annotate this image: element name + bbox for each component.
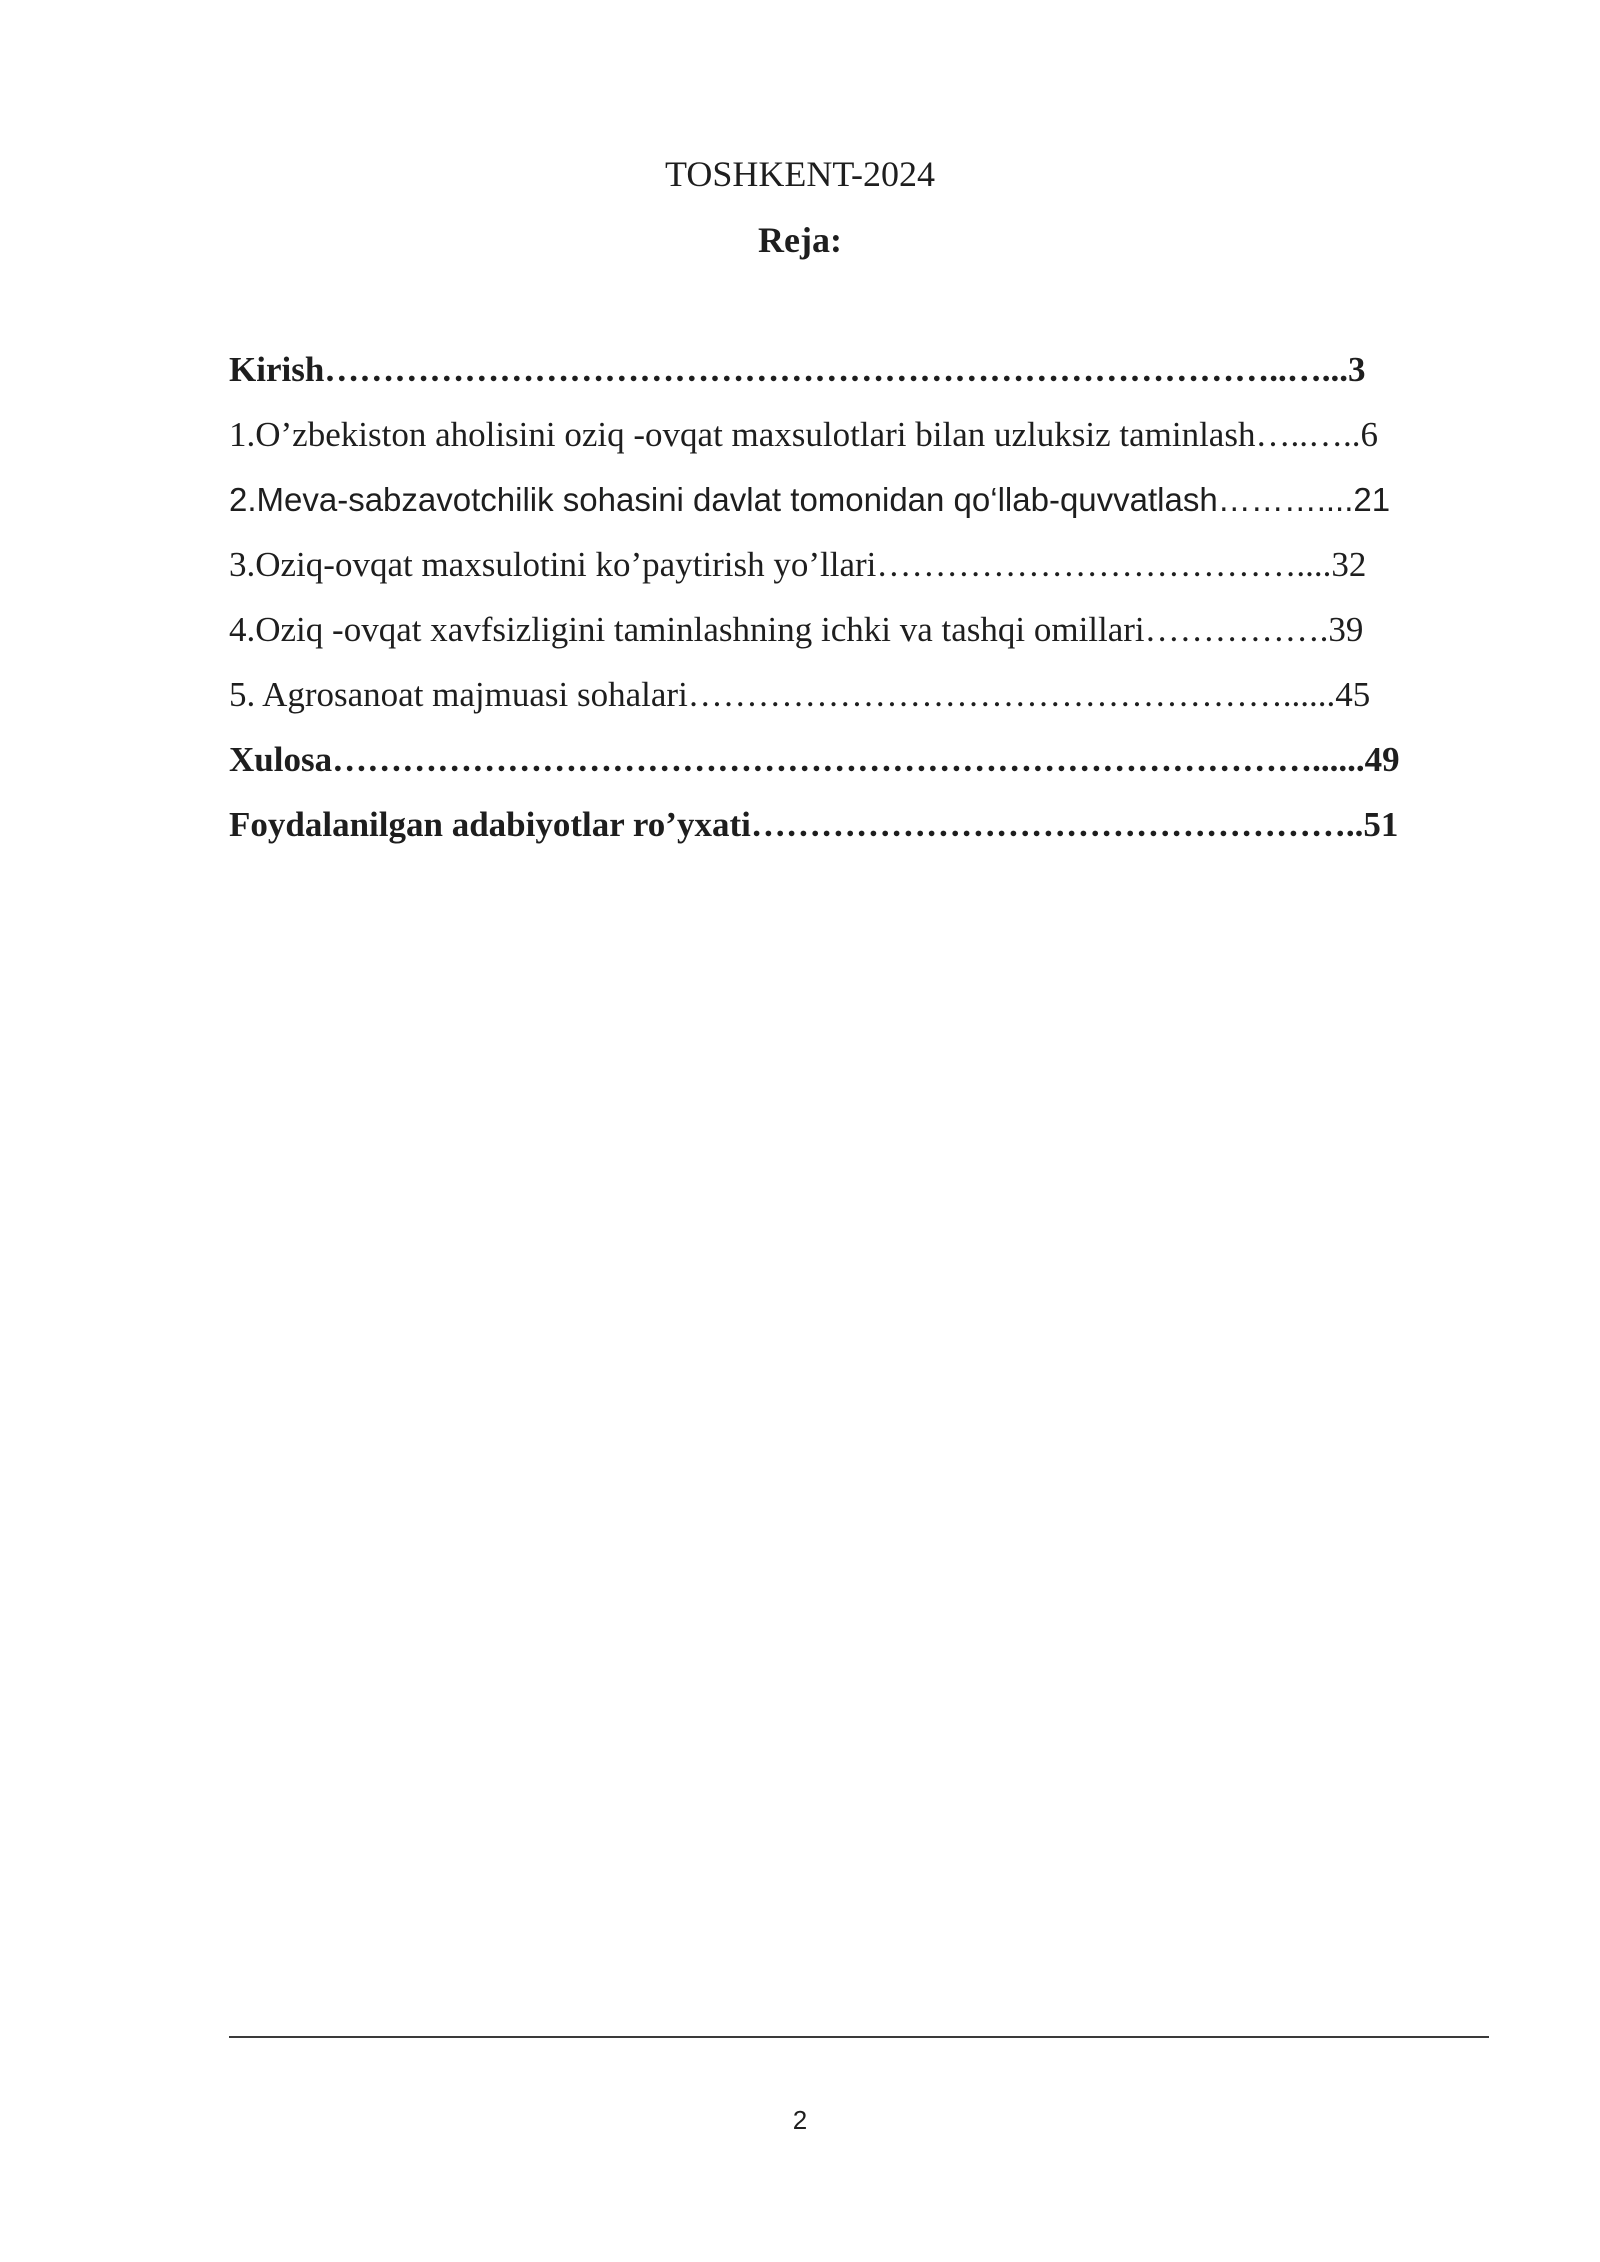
plan-title: Reja: [758, 220, 842, 260]
table-of-contents [229, 348, 1455, 868]
toc-entry-text: 3.Oziq-ovqat maxsulotini ko’paytirish yo’llari………………………………....32 [229, 545, 1367, 584]
toc-entry-references [229, 803, 1455, 868]
city-year-line: TOSHKENT-2024 [664, 154, 936, 194]
toc-entry-introduction [229, 348, 1455, 413]
toc-entry-chapter-1 [229, 413, 1455, 478]
toc-entry-text: 4.Oziq -ovqat xavfsizligini taminlashning ichki va tashqi omillari…………….39 [229, 610, 1364, 649]
toc-entry-text: Xulosa…………………………………………………………………………......49 [229, 740, 1400, 779]
toc-entry-chapter-3 [229, 543, 1455, 608]
toc-entry-chapter-2 [229, 478, 1455, 543]
page-number: 2 [792, 2105, 808, 2135]
toc-entry-chapter-4 [229, 608, 1455, 673]
toc-entry-text: Kirish………………………………………………………………………..…...3 [229, 350, 1366, 389]
toc-entry-conclusion [229, 738, 1455, 803]
toc-entry-chapter-5 [229, 673, 1455, 738]
toc-entry-text: 1.O’zbekiston aholisini oziq -ovqat maxsulotlari bilan uzluksiz taminlash…..…..6 [229, 415, 1378, 454]
footer-divider [229, 2036, 1489, 2038]
toc-entry-text: Foydalanilgan adabiyotlar ro’yxati……………………………………………..51 [229, 805, 1399, 844]
toc-entry-text: 2.Meva-sabzavotchilik sohasini davlat tomonidan qo‘llab-quvvatlash………....21 [229, 481, 1391, 518]
toc-entry-text: 5. Agrosanoat majmuasi sohalari……………………………………………......45 [229, 675, 1371, 714]
